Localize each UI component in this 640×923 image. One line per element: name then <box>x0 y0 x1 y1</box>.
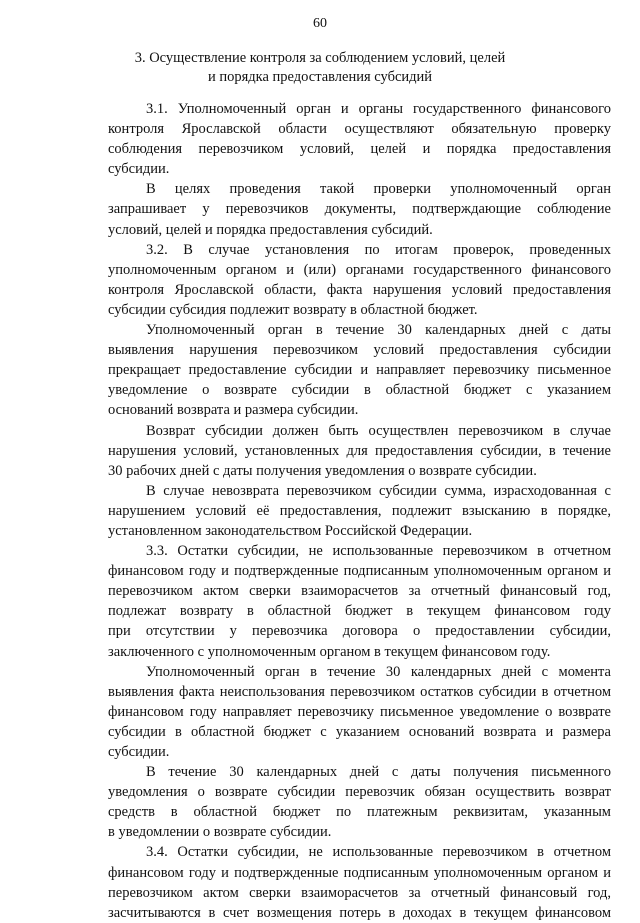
paragraph-line: Уполномоченный орган в течение 30 календарных дней с момента <box>146 663 611 680</box>
paragraph-line: условий, целей и порядка предоставления субсидий. <box>108 221 433 238</box>
paragraph-line: 3.2. В случае установления по итогам проверок, проведенных <box>146 241 611 258</box>
paragraph-line: подлежат возврату в областной бюджет в текущем финансовом году <box>108 603 611 620</box>
paragraph-line: Возврат субсидии должен быть осуществлен перевозчиком в случае <box>146 422 611 439</box>
paragraph-line: средств в областной бюджет по платежным реквизитам, указанным <box>108 804 611 821</box>
paragraph-line: В течение 30 календарных дней с даты получения письменного <box>146 764 611 781</box>
paragraph-line: субсидии субсидия подлежит возврату в областной бюджет. <box>108 301 478 318</box>
paragraph-line: соблюдения перевозчиком условий, целей и порядка предоставления <box>108 141 611 158</box>
paragraph-line: 3.1. Уполномоченный орган и органы государственного финансового <box>146 101 611 117</box>
paragraph <box>108 541 611 662</box>
paragraph <box>108 762 611 842</box>
paragraph-line: прекращает предоставление субсидии и направляет перевозчику письменное <box>108 362 611 379</box>
paragraph-line: уведомление о возврате субсидии в областной бюджет с указанием <box>108 382 611 399</box>
section-heading-line: и порядка предоставления субсидий <box>207 69 433 85</box>
paragraph-line: уполномоченным органом и (или) органами государственного финансового <box>108 261 611 278</box>
paragraph-line: 30 рабочих дней с даты получения уведомления о возврате субсидии. <box>108 462 537 479</box>
paragraph-line: заключенного с уполномоченным органом в текущем финансовом году. <box>108 643 551 660</box>
paragraph <box>108 481 611 541</box>
paragraph <box>108 240 611 320</box>
paragraph-line: нарушением условий её предоставления, подлежит взысканию в порядке, <box>108 502 611 519</box>
paragraph <box>108 320 611 420</box>
paragraph-line: субсидии. <box>108 744 170 760</box>
paragraph <box>108 842 611 922</box>
paragraph-line: нарушения условий, установленных для предоставления субсидии, в течение <box>108 442 611 459</box>
paragraph-line: субсидии. <box>108 161 170 178</box>
paragraph-line: оснований возврата и размера субсидии. <box>108 402 359 419</box>
section-heading-line: 3. Осуществление контроля за соблюдением условий, целей <box>134 50 506 66</box>
paragraph-line: финансовом году и подтвержденные подписанным уполномоченным органом и <box>108 864 611 881</box>
paragraph-line: финансовом году и подтвержденные подписанным уполномоченным органом и <box>108 563 611 580</box>
paragraph-line: 3.4. Остатки субсидии, не использованные перевозчиком в отчетном <box>146 844 611 861</box>
paragraph <box>108 662 611 762</box>
paragraph <box>108 99 611 179</box>
paragraph-line: Уполномоченный орган в течение 30 календарных дней с даты <box>146 322 611 339</box>
paragraph <box>108 179 611 239</box>
paragraph-line: уведомления о возврате субсидии перевозчик обязан осуществить возврат <box>108 784 611 801</box>
paragraph-line: контроля Ярославской области осуществляют обязательную проверку <box>108 121 611 138</box>
page-number: 60 <box>313 16 327 31</box>
paragraph-line: при отсутствии у перевозчика договора о предоставлении субсидии, <box>108 623 611 640</box>
paragraph-line: 3.3. Остатки субсидии, не использованные перевозчиком в отчетном <box>146 543 611 560</box>
paragraph-line: контроля Ярославской области, факта нарушения условий предоставления <box>108 281 611 298</box>
paragraph-line: в уведомлении о возврате субсидии. <box>108 824 332 841</box>
paragraph-line: установленном законодательством Российской Федерации. <box>108 522 473 539</box>
paragraph-line: В случае невозврата перевозчиком субсидии сумма, израсходованная с <box>146 482 611 499</box>
paragraph-line: перевозчиком актом сверки взаиморасчетов за отчетный финансовый год, <box>108 884 611 901</box>
paragraph-line: запрашивает у перевозчиков документы, подтверждающие соблюдение <box>108 201 611 218</box>
paragraph-line: субсидии в областной бюджет с указанием оснований возврата и размера <box>108 723 611 740</box>
section-heading <box>60 49 580 87</box>
document-body <box>108 99 611 923</box>
paragraph-line: финансовом году направляет перевозчику письменное уведомление о возврате <box>108 703 611 720</box>
paragraph-line: перевозчиком актом сверки взаиморасчетов за отчетный финансовый год, <box>108 583 611 600</box>
paragraph-line: выявления факта неиспользования перевозчиком остатков субсидии в отчетном <box>108 683 611 700</box>
paragraph-line: выявления нарушения перевозчиком условий предоставления субсидии <box>108 342 611 359</box>
paragraph-line: В целях проведения такой проверки уполномоченный орган <box>146 181 611 198</box>
paragraph <box>108 421 611 481</box>
paragraph-line: засчитываются в счет возмещения потерь в доходах в текущем финансовом <box>108 904 611 921</box>
